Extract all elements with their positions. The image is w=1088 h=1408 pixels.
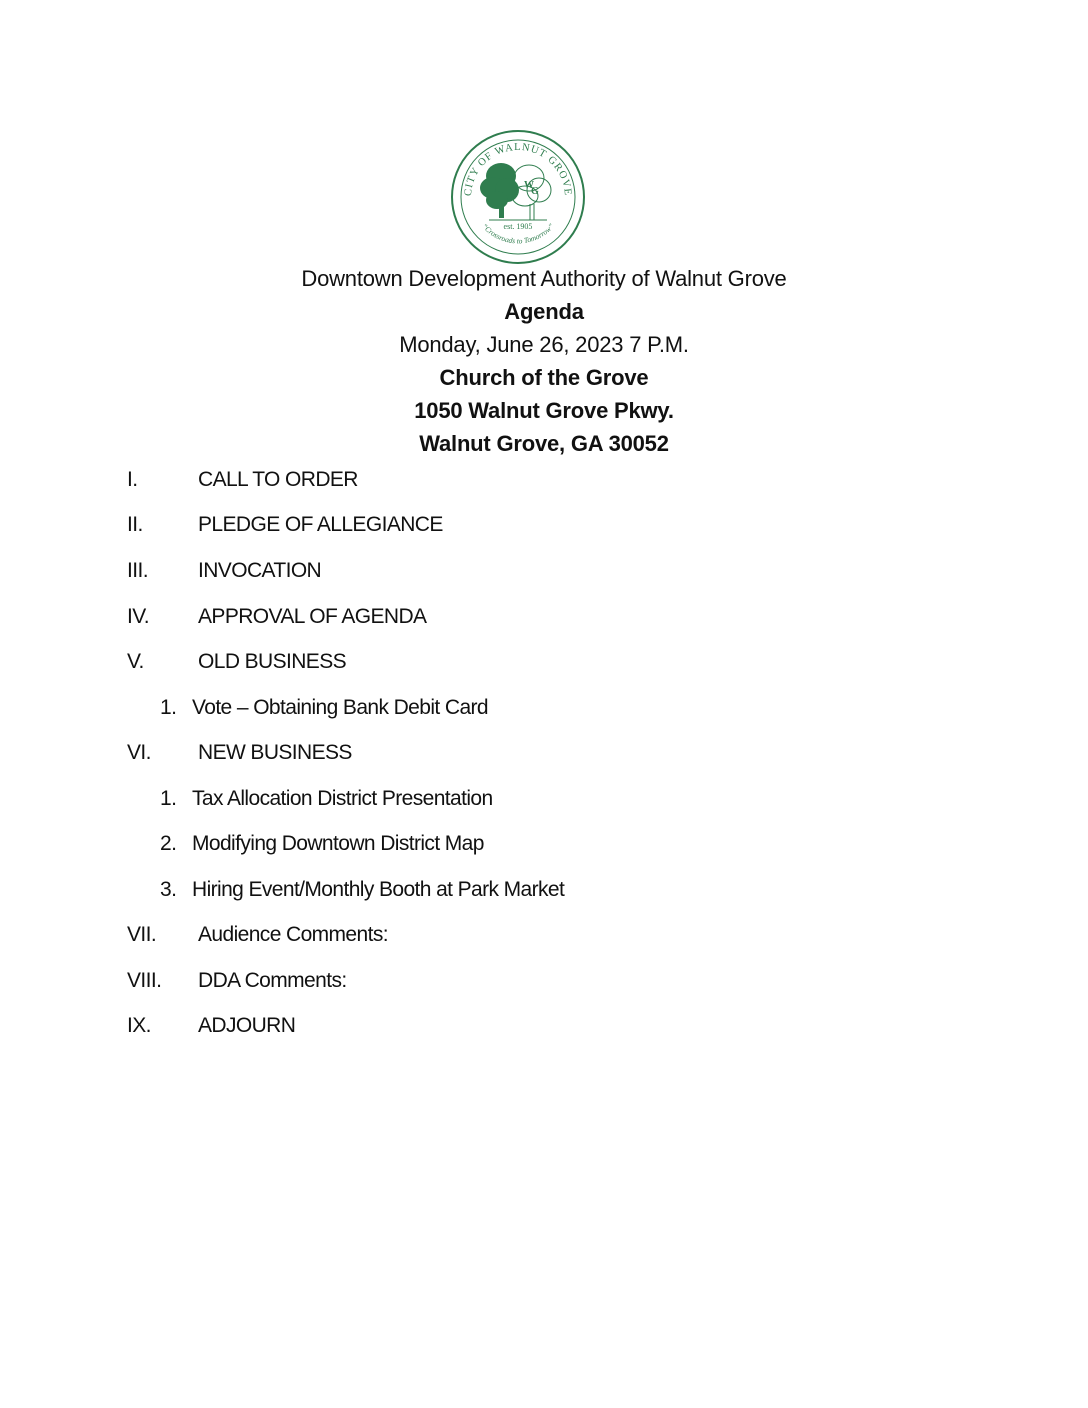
venue-name: Church of the Grove — [439, 365, 649, 390]
agenda-header — [0, 262, 1088, 460]
item-title: PLEDGE OF ALLEGIANCE — [198, 513, 443, 536]
item-numeral: I. — [127, 468, 138, 491]
subitem-text: Hiring Event/Monthly Booth at Park Market — [192, 878, 565, 901]
document-title: Agenda — [504, 299, 584, 324]
svg-text:“Crossroads to Tomorrow”: “Crossroads to Tomorrow” — [480, 221, 556, 246]
item-numeral: IV. — [127, 605, 149, 628]
item-title: CALL TO ORDER — [198, 468, 358, 491]
subitem-text: Vote – Obtaining Bank Debit Card — [192, 696, 488, 719]
item-numeral: VIII. — [127, 969, 162, 992]
meeting-date-time: Monday, June 26, 2023 7 P.M. — [399, 332, 689, 357]
item-title: APPROVAL OF AGENDA — [198, 605, 427, 628]
venue-street: 1050 Walnut Grove Pkwy. — [414, 398, 674, 423]
svg-text:W: W — [524, 180, 534, 191]
item-title: DDA Comments: — [198, 969, 347, 992]
subitem-number: 1. — [160, 696, 177, 719]
item-numeral: VI. — [127, 741, 151, 764]
item-title: NEW BUSINESS — [198, 741, 352, 764]
subitem-text: Modifying Downtown District Map — [192, 832, 484, 855]
item-numeral: II. — [127, 513, 143, 536]
item-title: Audience Comments: — [198, 923, 388, 946]
seal-graphic — [449, 128, 587, 266]
svg-text:est. 1905: est. 1905 — [503, 222, 533, 231]
subitem-number: 1. — [160, 787, 177, 810]
item-numeral: III. — [127, 559, 148, 582]
item-numeral: IX. — [127, 1014, 151, 1037]
city-seal-logo — [449, 128, 587, 266]
item-title: ADJOURN — [198, 1014, 296, 1037]
svg-text:G: G — [531, 186, 539, 197]
subitem-number: 3. — [160, 878, 177, 901]
item-numeral: VII. — [127, 923, 157, 946]
svg-text:CITY OF WALNUT GROVE: CITY OF WALNUT GROVE — [462, 141, 574, 197]
item-numeral: V. — [127, 650, 144, 673]
organization-name: Downtown Development Authority of Walnut Grove — [301, 266, 787, 291]
subitem-number: 2. — [160, 832, 177, 855]
item-title: INVOCATION — [198, 559, 322, 582]
item-title: OLD BUSINESS — [198, 650, 347, 673]
subitem-text: Tax Allocation District Presentation — [192, 787, 493, 810]
venue-city: Walnut Grove, GA 30052 — [419, 431, 669, 456]
